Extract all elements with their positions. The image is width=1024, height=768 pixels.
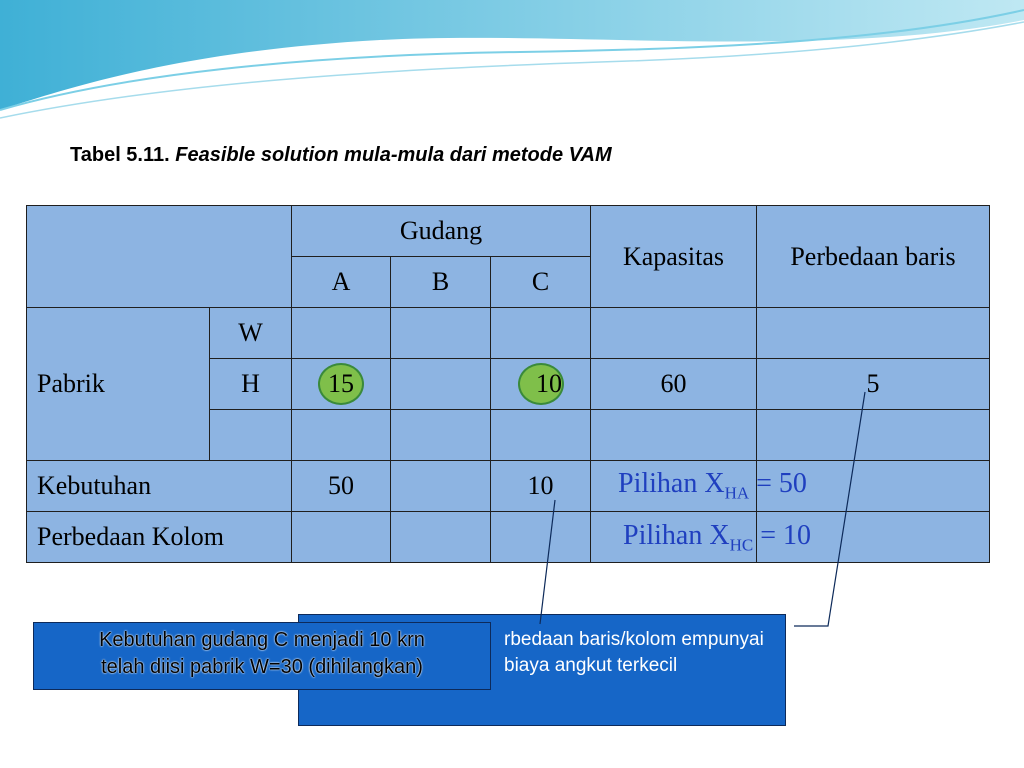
col-header-a: A <box>292 257 391 308</box>
cell-h-c <box>491 359 591 410</box>
row-header-pabrik: Pabrik <box>27 308 210 461</box>
callout-perbedaan-text: rbedaan baris/kolom empunyai biaya angkut terkecil <box>504 629 764 676</box>
callout-kebutuhan-line1: Kebutuhan gudang C menjadi 10 krn <box>99 629 425 651</box>
cell-pk-c <box>491 512 591 563</box>
cell-h-kapasitas: 60 <box>591 359 757 410</box>
cell-w-c <box>491 308 591 359</box>
cell-kebutuhan-c: 10 <box>491 461 591 512</box>
pick-xha-suffix: = 50 <box>749 468 807 499</box>
cell-kebutuhan-a: 50 <box>292 461 391 512</box>
cell-kebutuhan-b <box>391 461 491 512</box>
cell-pk-a <box>292 512 391 563</box>
vam-table <box>26 205 990 563</box>
cell-x-b <box>391 410 491 461</box>
cell-h-a <box>292 359 391 410</box>
cell-pk-b <box>391 512 491 563</box>
cell-w-a <box>292 308 391 359</box>
pick-xha-prefix: Pilihan X <box>618 468 725 499</box>
cell-x-c <box>491 410 591 461</box>
pick-xha <box>618 468 807 504</box>
row-header-h: H <box>210 359 292 410</box>
callout-kebutuhan <box>33 622 491 690</box>
row-header-perbedaan-kolom: Perbedaan Kolom <box>27 512 292 563</box>
row-header-empty <box>210 410 292 461</box>
callout-kebutuhan-line2: telah diisi pabrik W=30 (dihilangkan) <box>101 656 423 678</box>
corner-cell <box>27 206 292 308</box>
selected-allocation-hc: 10 <box>518 363 564 405</box>
header-wave-decoration <box>0 0 1024 130</box>
table-caption <box>70 144 612 167</box>
cell-w-perbedaan <box>757 308 990 359</box>
cell-x-a <box>292 410 391 461</box>
col-header-b: B <box>391 257 491 308</box>
cell-h-b <box>391 359 491 410</box>
row-header-kebutuhan: Kebutuhan <box>27 461 292 512</box>
pick-xhc-suffix: = 10 <box>753 520 811 551</box>
header-gudang: Gudang <box>292 206 591 257</box>
pick-xha-sub: HA <box>724 483 750 503</box>
caption-italic: Feasible solution mula-mula dari metode VAM <box>175 144 612 166</box>
row-header-w: W <box>210 308 292 359</box>
cell-x-perbedaan <box>757 410 990 461</box>
header-perbedaan-baris: Perbedaan baris <box>757 206 990 308</box>
cell-w-kapasitas <box>591 308 757 359</box>
caption-label: Tabel 5.11. <box>70 144 170 166</box>
cell-x-kapasitas <box>591 410 757 461</box>
pick-xhc <box>623 520 811 556</box>
header-kapasitas: Kapasitas <box>591 206 757 308</box>
pick-xhc-prefix: Pilihan X <box>623 520 730 551</box>
col-header-c: C <box>491 257 591 308</box>
selected-allocation-ha: 15 <box>318 363 364 405</box>
pick-xhc-sub: HC <box>729 535 754 555</box>
cell-w-b <box>391 308 491 359</box>
cell-h-perbedaan: 5 <box>757 359 990 410</box>
